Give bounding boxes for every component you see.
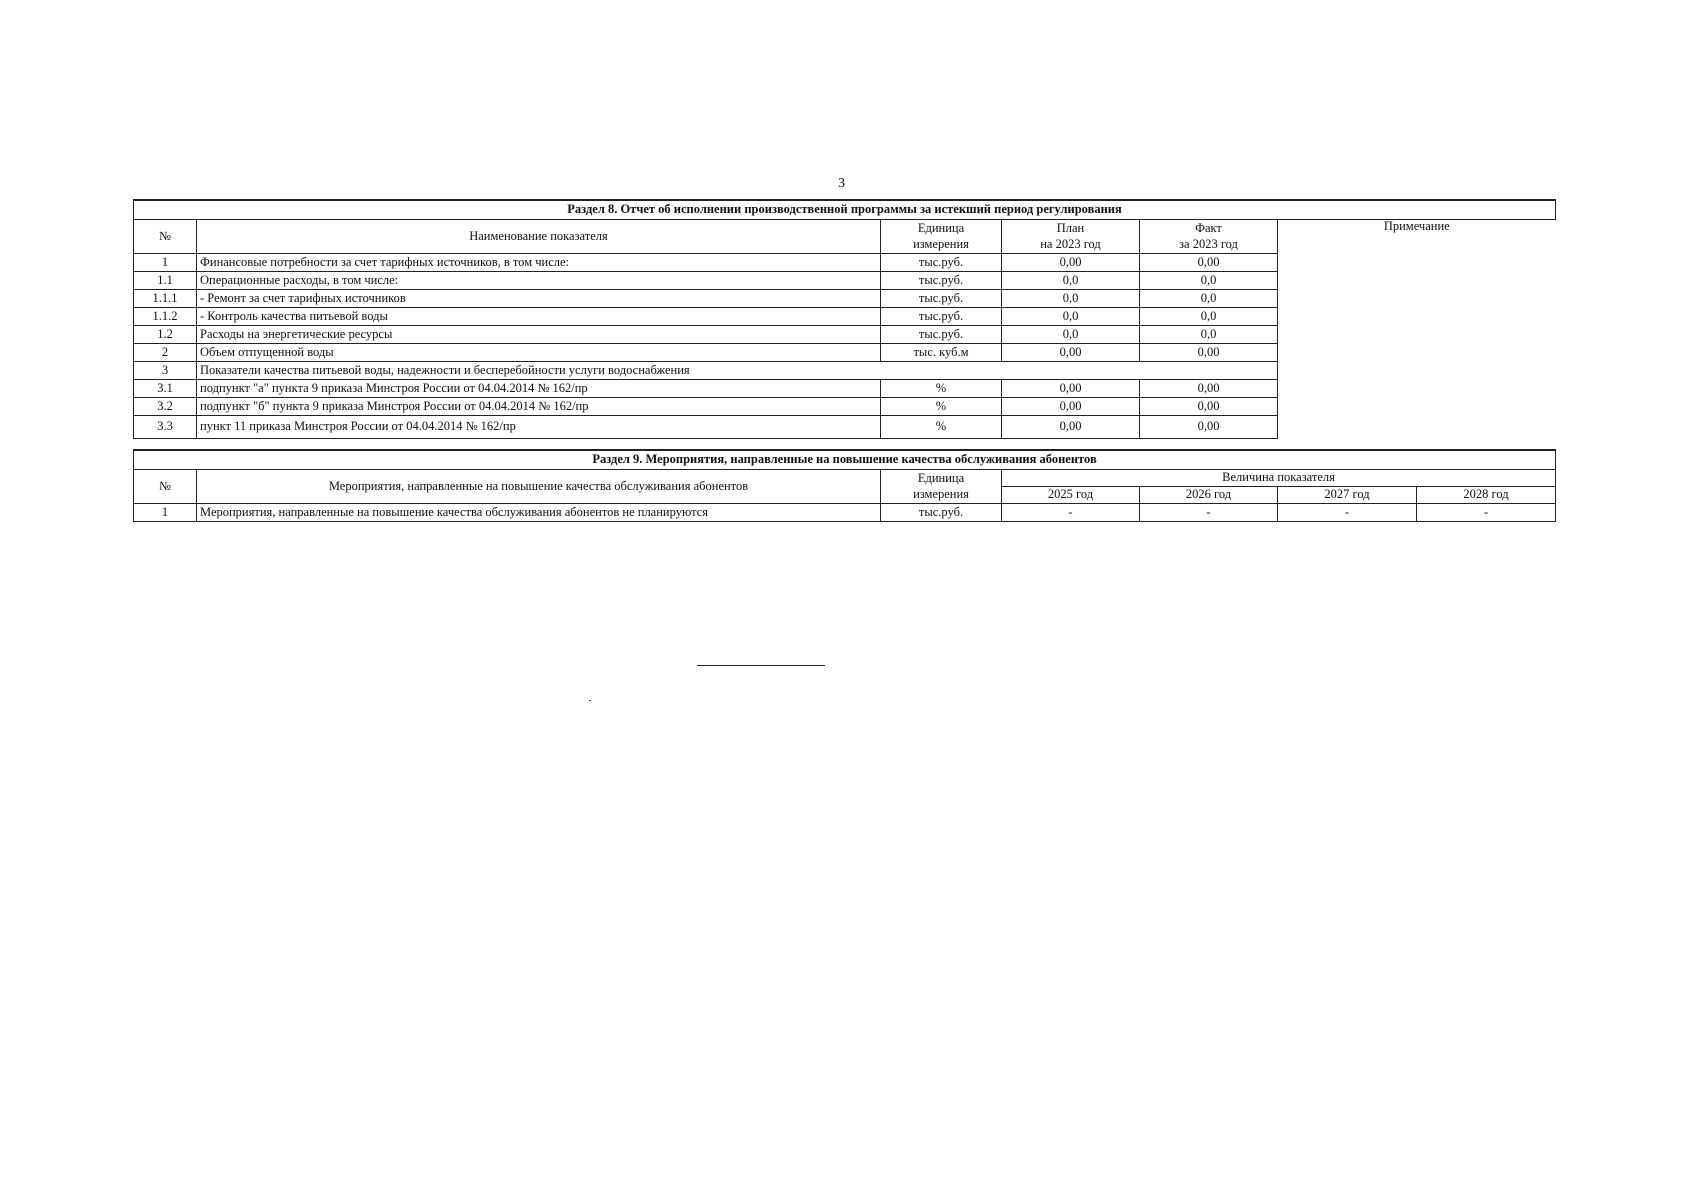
row-name: пункт 11 приказа Минстроя России от 04.04.2014 № 162/пр [197,416,881,439]
row-plan: 0,0 [1002,290,1140,308]
row-fact: 0,0 [1140,308,1278,326]
row-name: Объем отпущенной воды [197,344,881,362]
header-note: Примечание [1278,220,1556,254]
row-fact: 0,00 [1140,344,1278,362]
header-value: Величина показателя [1002,470,1556,487]
row-unit: тыс.руб. [881,272,1002,290]
header-fact-line2: за 2023 год [1140,237,1278,254]
row-unit: тыс.руб. [881,290,1002,308]
row-name: Мероприятия, направленные на повышение качества обслуживания абонентов не планируются [197,504,881,522]
row-unit: тыс.руб. [881,254,1002,272]
header-year: 2027 год [1278,487,1417,504]
row-num: 2 [134,344,197,362]
row-num: 1 [134,254,197,272]
row-value: - [1140,504,1278,522]
header-name: Наименование показателя [197,220,881,254]
row-unit: % [881,380,1002,398]
header-unit-line1: Единица [881,470,1002,487]
row-fact: 0,00 [1140,380,1278,398]
row-num: 1.1.1 [134,290,197,308]
row-value: - [1002,504,1140,522]
header-unit-line1: Единица [881,220,1002,237]
section9-table [133,449,1556,522]
row-num: 3 [134,362,197,380]
row-value: - [1417,504,1556,522]
row-name: подпункт "б" пункта 9 приказа Минстроя России от 04.04.2014 № 162/пр [197,398,881,416]
row-plan: 0,00 [1002,344,1140,362]
row-unit: тыс. куб.м [881,344,1002,362]
row-name: подпункт "а" пункта 9 приказа Минстроя России от 04.04.2014 № 162/пр [197,380,881,398]
row-name: Финансовые потребности за счет тарифных источников, в том числе: [197,254,881,272]
row-name: - Контроль качества питьевой воды [197,308,881,326]
row-fact: 0,00 [1140,416,1278,439]
row-unit: тыс.руб. [881,326,1002,344]
row-unit: % [881,416,1002,439]
row-num: 3.3 [134,416,197,439]
header-name: Мероприятия, направленные на повышение качества обслуживания абонентов [197,470,881,504]
section8-title: Раздел 8. Отчет об исполнении производственной программы за истекший период регулирования [134,200,1556,220]
table-row [134,254,1556,272]
row-unit: тыс.руб. [881,308,1002,326]
row-fact: 0,00 [1140,254,1278,272]
scan-dot [589,700,591,701]
header-plan-line2: на 2023 год [1002,237,1140,254]
note-column [1278,254,1556,439]
header-fact-line1: Факт [1140,220,1278,237]
section8-table [133,199,1556,439]
header-unit-line2: измерения [881,487,1002,504]
table-row [134,504,1556,522]
row-plan: 0,00 [1002,416,1140,439]
row-unit: тыс.руб. [881,504,1002,522]
section9-title: Раздел 9. Мероприятия, направленные на повышение качества обслуживания абонентов [134,450,1556,470]
header-num: № [134,220,197,254]
row-name: Операционные расходы, в том числе: [197,272,881,290]
row-plan: 0,0 [1002,272,1140,290]
row-fact: 0,0 [1140,290,1278,308]
row-fact: 0,0 [1140,326,1278,344]
row-num: 3.1 [134,380,197,398]
header-year: 2028 год [1417,487,1556,504]
row-num: 3.2 [134,398,197,416]
row-name: Показатели качества питьевой воды, надежности и бесперебойности услуги водоснабжения [197,362,1278,380]
row-num: 1 [134,504,197,522]
row-name: Расходы на энергетические ресурсы [197,326,881,344]
row-fact: 0,00 [1140,398,1278,416]
row-plan: 0,00 [1002,380,1140,398]
row-num: 1.1 [134,272,197,290]
row-num: 1.1.2 [134,308,197,326]
header-year: 2026 год [1140,487,1278,504]
header-year: 2025 год [1002,487,1140,504]
row-num: 1.2 [134,326,197,344]
header-num: № [134,470,197,504]
row-plan: 0,00 [1002,254,1140,272]
footer-divider [697,665,825,666]
row-plan: 0,0 [1002,326,1140,344]
row-plan: 0,00 [1002,398,1140,416]
row-value: - [1278,504,1417,522]
row-name: - Ремонт за счет тарифных источников [197,290,881,308]
row-plan: 0,0 [1002,308,1140,326]
row-fact: 0,0 [1140,272,1278,290]
header-unit-line2: измерения [881,237,1002,254]
row-unit: % [881,398,1002,416]
header-plan-line1: План [1002,220,1140,237]
page-number: 3 [838,176,845,191]
